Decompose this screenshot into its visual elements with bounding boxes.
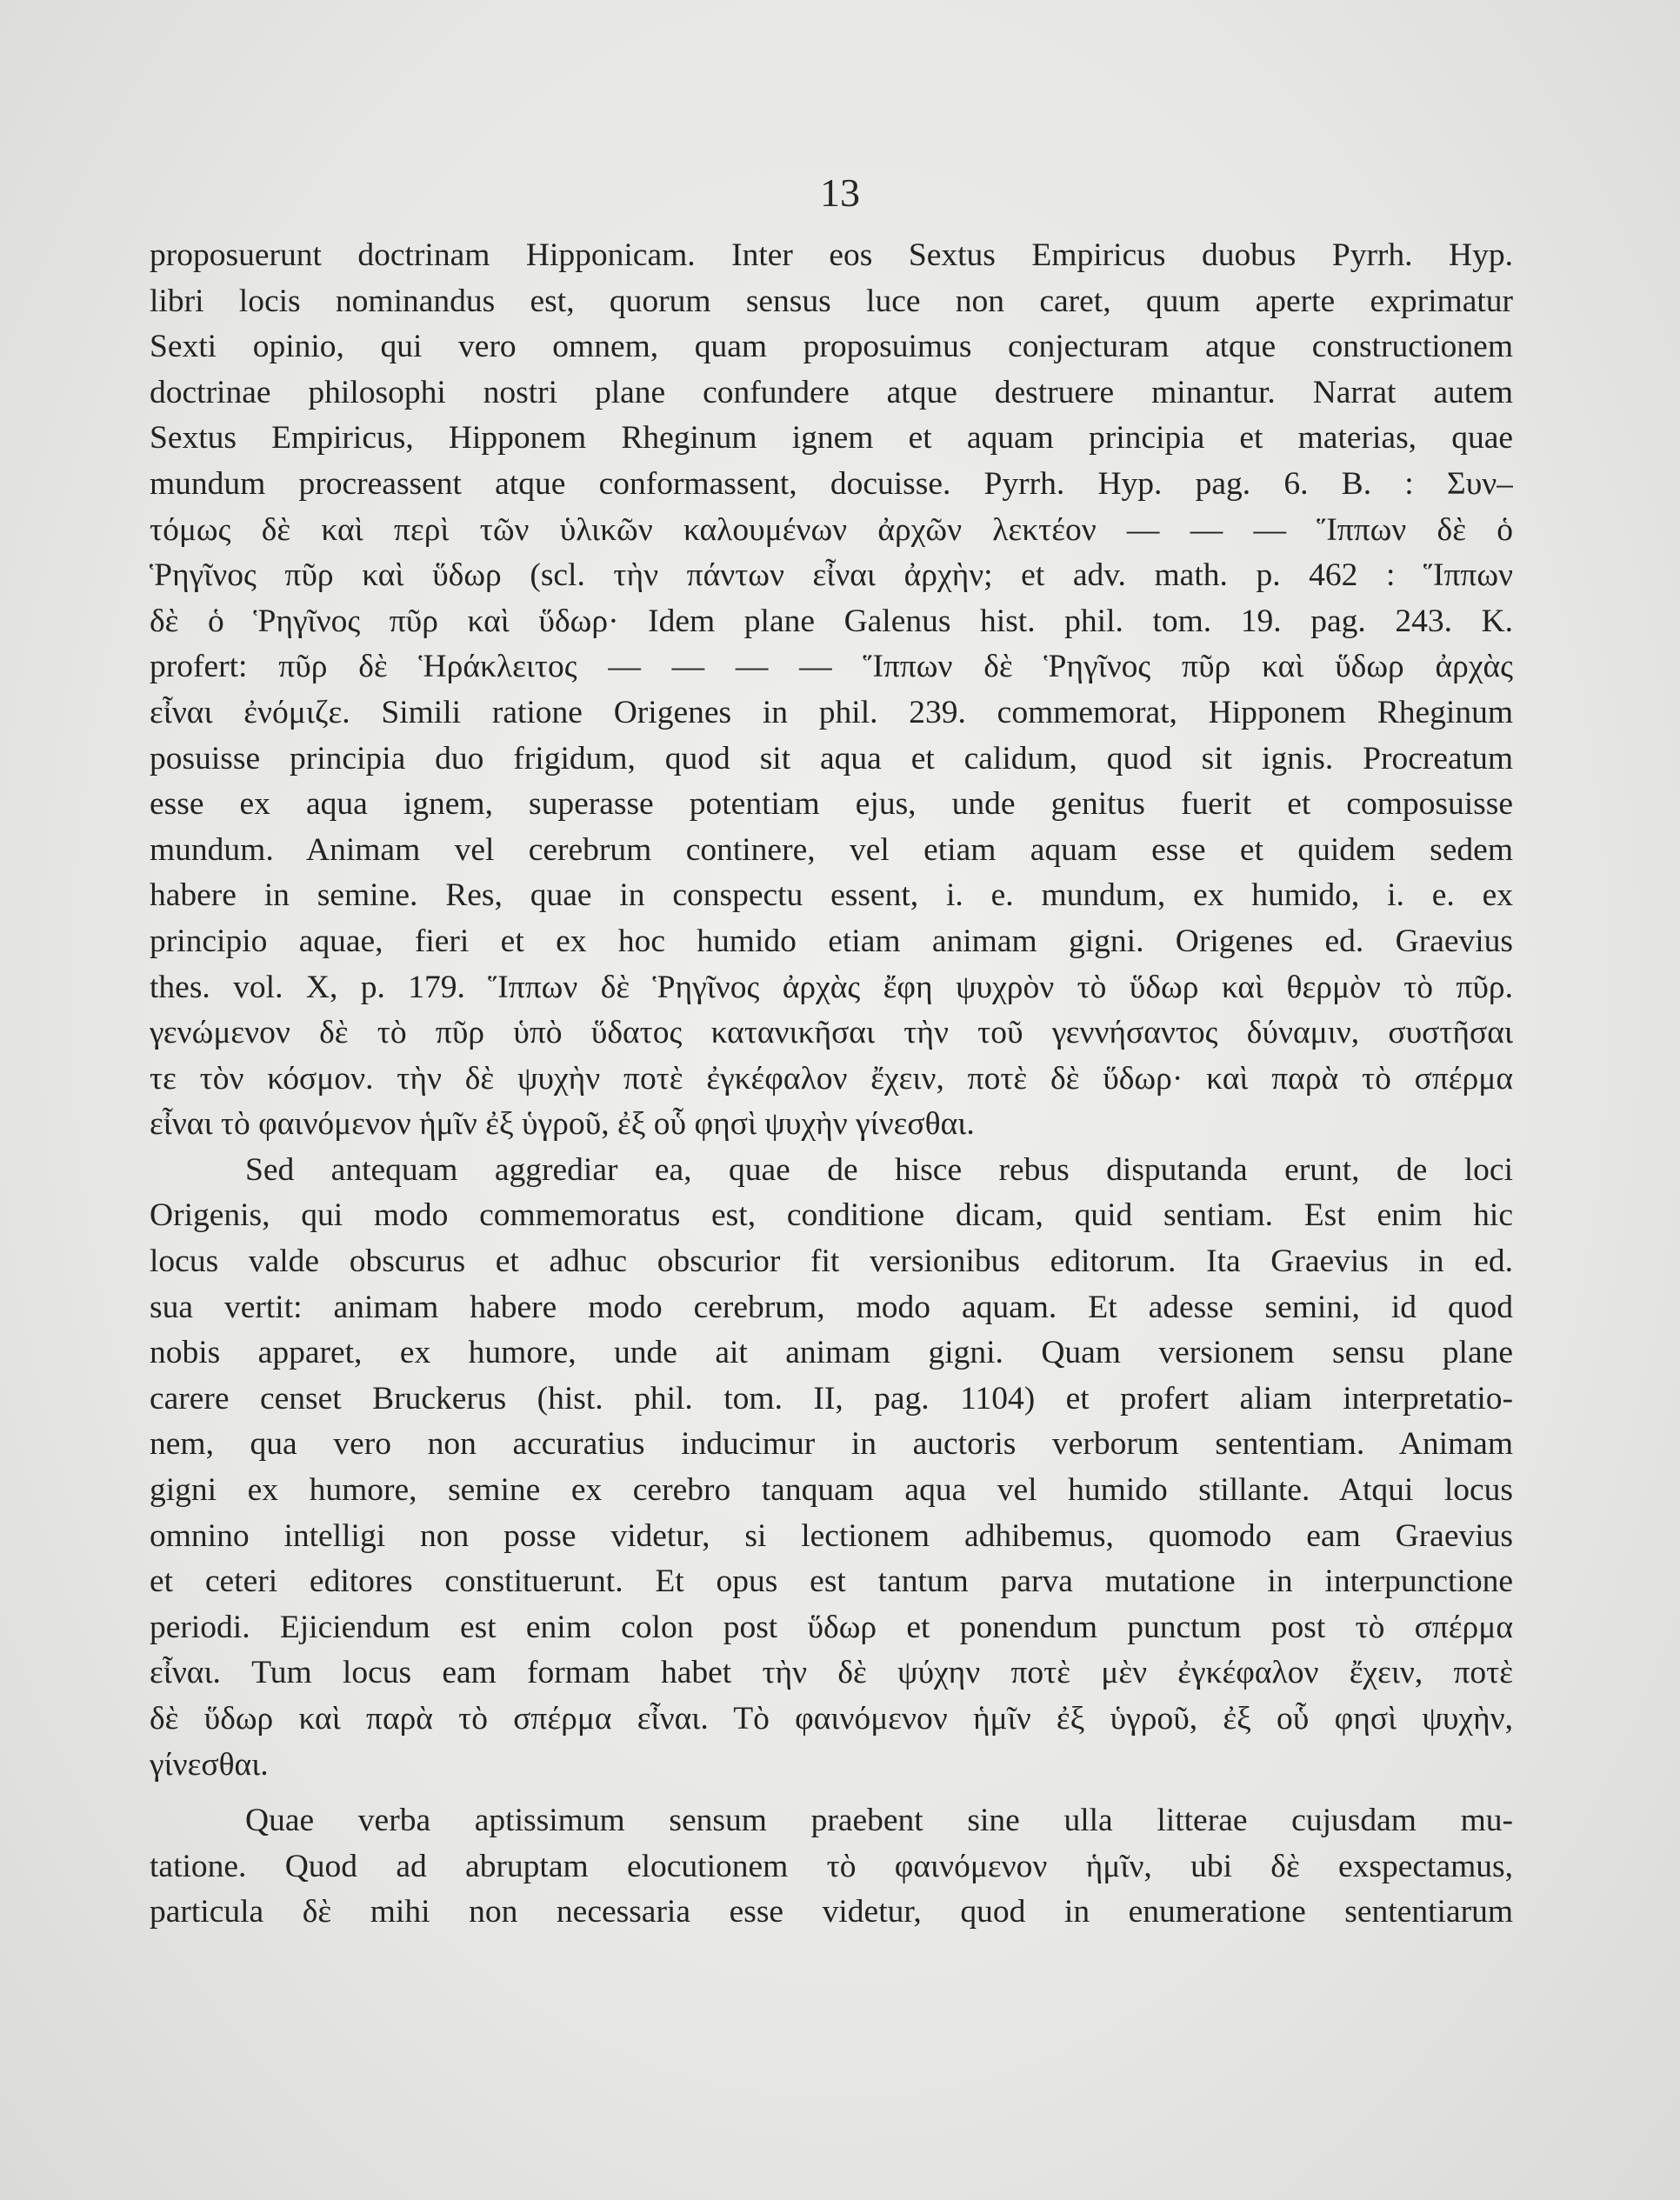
text-line: esse ex aqua ignem, superasse potentiam ejus, unde genitus fuerit et composuisse xyxy=(150,786,1513,823)
paragraph-2 xyxy=(150,1148,1513,1788)
text-line: locus valde obscurus et adhuc obscurior fit versionibus editorum. Ita Graevius in ed. xyxy=(150,1243,1513,1280)
text-line: proposuerunt doctrinam Hipponicam. Inter eos Sextus Empiricus duobus Pyrrh. Hyp. xyxy=(150,237,1513,273)
text-line: doctrinae philosophi nostri plane confundere atque destruere minantur. Narrat autem xyxy=(150,374,1513,410)
paragraph-1 xyxy=(150,233,1513,1148)
text-line: τόμως δὲ καὶ περὶ τῶν ὑλικῶν καλουμένων ἀρχῶν λεκτέον — — — Ἵππων δὲ ὁ xyxy=(150,511,1513,548)
text-line: γενώμενον δὲ τὸ πῦρ ὑπὸ ὕδατος κατανικῆσαι τὴν τοῦ γεννήσαντος δύναμιν, συστῆσαι xyxy=(150,1015,1513,1051)
text-line: mundum. Animam vel cerebrum continere, vel etiam aquam esse et quidem sedem xyxy=(150,831,1513,868)
text-line: omnino intelligi non posse videtur, si lectionem adhibemus, quomodo eam Graevius xyxy=(150,1517,1513,1554)
text-line: Origenis, qui modo commemoratus est, conditione dicam, quid sentiam. Est enim hic xyxy=(150,1197,1513,1234)
text-line: posuisse principia duo frigidum, quod sit aqua et calidum, quod sit ignis. Procreatum xyxy=(150,740,1513,777)
text-line: particula δὲ mihi non necessaria esse videtur, quod in enumeratione sententiarum xyxy=(150,1894,1513,1930)
text-line: δὲ ὁ Ῥηγῖνος πῦρ καὶ ὕδωρ· Idem plane Galenus hist. phil. tom. 19. pag. 243. K. xyxy=(150,603,1513,639)
text-line: et ceteri editores constituerunt. Et opus est tantum parva mutatione in interpunctione xyxy=(150,1563,1513,1600)
text-line: Quae verba aptissimum sensum praebent sine ulla litterae cujusdam mu- xyxy=(245,1803,1513,1839)
text-line: Ῥηγῖνος πῦρ καὶ ὕδωρ (scl. τὴν πάντων εἶναι ἀρχὴν; et adv. math. p. 462 : Ἵππων xyxy=(150,557,1513,594)
text-line: principio aquae, fieri et ex hoc humido etiam animam gigni. Origenes ed. Graevius xyxy=(150,923,1513,959)
text-line: mundum procreassent atque conformassent, docuisse. Pyrrh. Hyp. pag. 6. B. : Συν– xyxy=(150,465,1513,502)
text-line: γίνεσθαι. xyxy=(150,1746,269,1783)
text-line: Sextus Empiricus, Hipponem Rheginum ignem et aquam principia et materias, quae xyxy=(150,420,1513,457)
text-line: periodi. Ejiciendum est enim colon post ὕδωρ et ponendum punctum post τὸ σπέρμα xyxy=(150,1609,1513,1645)
text-line: nobis apparet, ex humore, unde ait animam gigni. Quam versionem sensu plane xyxy=(150,1335,1513,1371)
text-line: εἶναι τὸ φαινόμενον ἡμῖν ἐξ ὑγροῦ, ἐξ οὗ φησὶ ψυχὴν γίνεσθαι. xyxy=(150,1106,975,1143)
text-line: tatione. Quod ad abruptam elocutionem τὸ φαινόμενον ἡμῖν, ubi δὲ exspectamus, xyxy=(150,1848,1513,1884)
text-line: gigni ex humore, semine ex cerebro tanquam aqua vel humido stillante. Atqui locus xyxy=(150,1472,1513,1509)
text-line: profert: πῦρ δὲ Ἡράκλειτος — — — — Ἵππων δὲ Ῥηγῖνος πῦρ καὶ ὕδωρ ἀρχὰς xyxy=(150,649,1513,685)
text-line: δὲ ὕδωρ καὶ παρὰ τὸ σπέρμα εἶναι. Τὸ φαινόμενον ἡμῖν ἐξ ὑγροῦ, ἐξ οὗ φησὶ ψυχὴν, xyxy=(150,1701,1513,1737)
text-line: carere censet Bruckerus (hist. phil. tom. II, pag. 1104) et profert aliam interpretatio- xyxy=(150,1380,1513,1417)
text-line: sua vertit: animam habere modo cerebrum, modo aquam. Et adesse semini, id quod xyxy=(150,1289,1513,1325)
text-line: εἶναι. Tum locus eam formam habet τὴν δὲ ψύχην ποτὲ μὲν ἐγκέφαλον ἔχειν, ποτὲ xyxy=(150,1655,1513,1691)
paragraph-3 xyxy=(150,1798,1513,1936)
text-line: Sexti opinio, qui vero omnem, quam proposuimus conjecturam atque constructionem xyxy=(150,329,1513,365)
text-line: εἶναι ἐνόμιζε. Simili ratione Origenes in phil. 239. commemorat, Hipponem Rheginum xyxy=(150,694,1513,730)
text-line: Sed antequam aggrediar ea, quae de hisce rebus disputanda erunt, de loci xyxy=(245,1151,1513,1188)
body-text xyxy=(150,233,1513,1936)
text-line: thes. vol. X, p. 179. Ἵππων δὲ Ῥηγῖνος ἀρχὰς ἔφη ψυχρὸν τὸ ὕδωρ καὶ θερμὸν τὸ πῦρ. xyxy=(150,969,1513,1005)
text-line: habere in semine. Res, quae in conspectu essent, i. e. mundum, ex humido, i. e. ex xyxy=(150,877,1513,914)
text-line: τε τὸν κόσμον. τὴν δὲ ψυχὴν ποτὲ ἐγκέφαλον ἔχειν, ποτὲ δὲ ὕδωρ· καὶ παρὰ τὸ σπέρμα xyxy=(150,1060,1513,1097)
text-line: libri locis nominandus est, quorum sensus luce non caret, quum aperte exprimatur xyxy=(150,283,1513,319)
paragraph-spacer xyxy=(150,1788,1513,1798)
page-number: 13 xyxy=(820,170,860,215)
text-line: nem, qua vero non accuratius inducimur in auctoris verborum sententiam. Animam xyxy=(150,1426,1513,1463)
